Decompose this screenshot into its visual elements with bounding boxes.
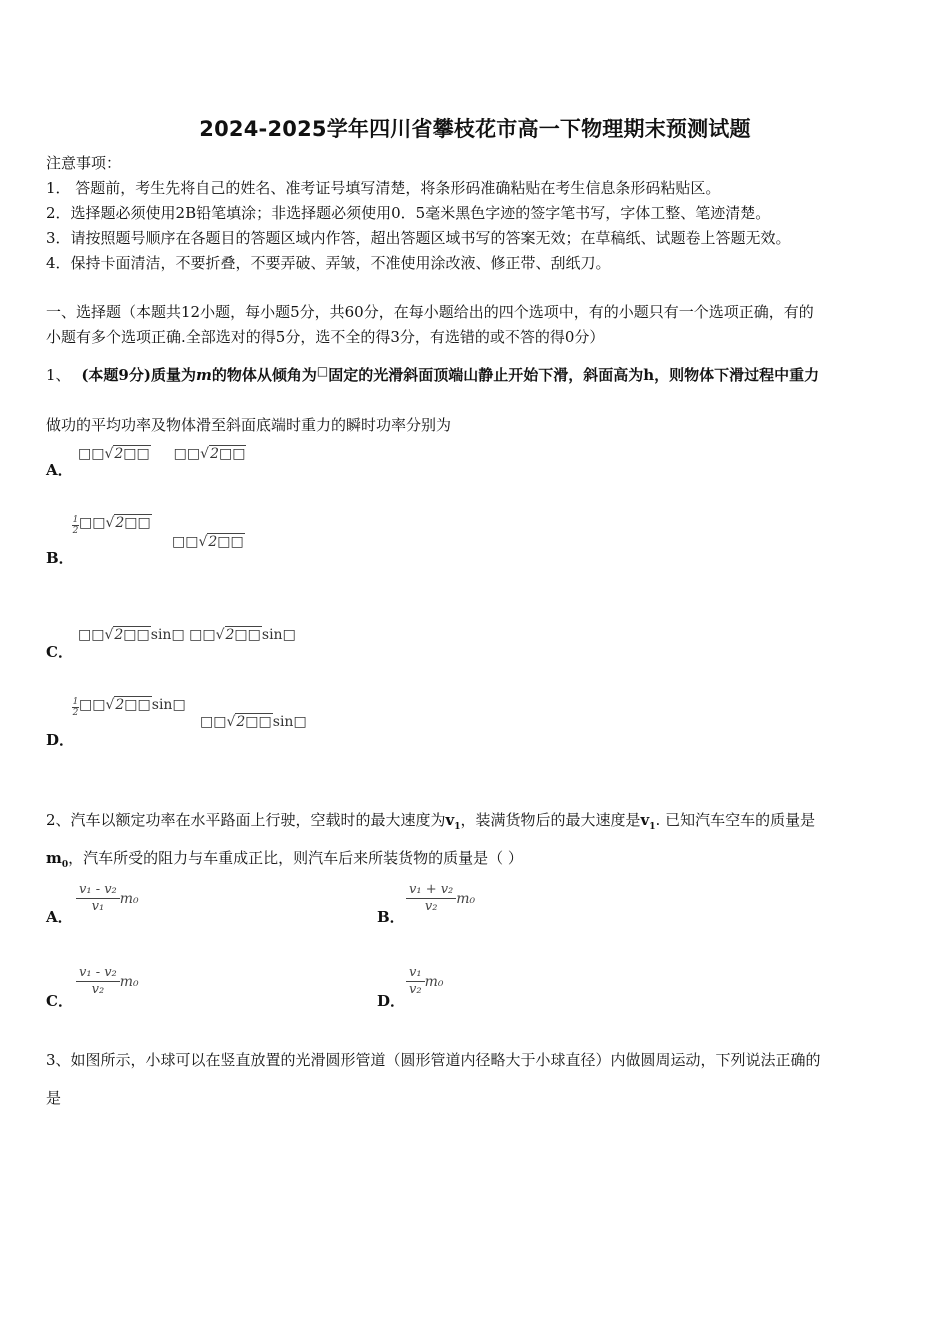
q2-b-tail: m₀ — [456, 891, 476, 907]
q1-option-a-label: A． — [46, 461, 73, 479]
q1-text-a: 质量为 — [150, 366, 196, 384]
q1-option-b-expr1 — [72, 515, 152, 536]
q1-b-rad2: 2□□ — [208, 534, 244, 550]
q1-d-sin1: sin□ — [151, 697, 186, 713]
q2-text-line2: ，汽车所受的阻力与车重成正比，则汽车后来所装货物的质量是（ ） — [68, 849, 523, 867]
q2-a-fraction — [76, 882, 120, 915]
q2-c-tail: m₀ — [119, 974, 139, 990]
q1-theta-box: □ — [316, 364, 329, 378]
q2-v2-sub: 1 — [649, 822, 656, 832]
section1-line2: 小题有多个选项正确.全部选对的得5分，选不全的得3分，有选错的或不答的得0分） — [46, 328, 605, 346]
notice-item-3: 3．请按照题号顺序在各题目的答题区域内作答，超出答题区域书写的答案无效；在草稿纸、试题卷上答题无效。 — [46, 229, 791, 247]
q2-c-fraction — [76, 965, 120, 998]
q1-b-half: $\frac{1}{2}$ — [72, 515, 79, 536]
notice-item-4: 4．保持卡面清洁，不要折叠，不要弄破、弄皱，不准使用涂改液、修正带、刮纸刀。 — [46, 254, 611, 272]
q1-d-sqrt1: √2□□ — [105, 697, 151, 713]
q2-line2 — [46, 847, 523, 870]
q2-v2: v — [640, 811, 650, 829]
q1-d-rad1: 2□□ — [115, 697, 151, 713]
q1-number: 1、 — [46, 366, 71, 384]
q1-c-rad2: 2□□ — [225, 627, 261, 643]
q1-line2: 做功的平均功率及物体滑至斜面底端时重力的瞬时功率分别为 — [46, 416, 452, 434]
q2-d-num: v₁ — [409, 965, 422, 980]
q2-v1: v — [445, 811, 455, 829]
q2-option-a-expr — [76, 882, 139, 915]
q2-b-num: v₁ + v₂ — [409, 882, 454, 897]
notice-heading: 注意事项： — [46, 154, 122, 172]
q1-c-sqrt1: √2□□ — [104, 627, 150, 643]
q1-option-c-expr — [78, 627, 296, 643]
q1-a-rad1: 2□□ — [114, 446, 150, 462]
q2-option-c-expr — [76, 965, 139, 998]
q2-option-b-label: B． — [377, 908, 405, 926]
q1-b-sqrt1: √2□□ — [105, 515, 151, 531]
q1-d-expr1: □□ — [79, 697, 106, 713]
q1-option-b-label: B． — [46, 549, 74, 567]
q1-c-sin1: sin□ — [150, 627, 185, 643]
q2-a-num: v₁ - v₂ — [79, 882, 117, 897]
q2-line1 — [46, 809, 815, 832]
q1-a-expr1: □□ — [78, 446, 105, 462]
q1-option-b-expr2 — [172, 534, 245, 550]
q1-text-c: 固定的光滑斜面顶端山静止开始下滑，斜面高为h，则物体下滑过程中重力 — [328, 366, 820, 384]
page-title: 2024-2025学年四川省攀枝花市高一下物理期末预测试题 — [199, 117, 751, 141]
q1-b-expr1: □□ — [79, 515, 106, 531]
q2-text-a: 2、汽车以额定功率在水平路面上行驶，空载时的最大速度为 — [46, 811, 446, 829]
q2-option-b-expr — [406, 882, 475, 915]
q2-text-b: ，装满货物后的最大速度是 — [460, 811, 641, 829]
notice-item-2: 2．选择题必须使用2B铅笔填涂；非选择题必须使用0．5毫米黑色字迹的签字笔书写，字体工整、笔迹清楚。 — [46, 204, 771, 222]
q1-c-expr1: □□ — [78, 627, 105, 643]
q2-text-c: . 已知汽车空车的质量是 — [655, 811, 816, 829]
q1-option-c-label: C． — [46, 643, 73, 661]
q1-option-d-label: D． — [46, 731, 75, 749]
q2-b-den: v₂ — [424, 899, 438, 914]
q1-option-d-expr1 — [72, 697, 186, 718]
q1-b-sqrt2: √2□□ — [198, 534, 244, 550]
q1-b-rad1: 2□□ — [115, 515, 151, 531]
q1-a-expr2: □□ — [173, 446, 201, 462]
q1-a-sqrt2: √2□□ — [200, 446, 246, 462]
q2-m0: m — [46, 849, 62, 867]
q2-option-d-label: D． — [377, 992, 406, 1010]
q2-c-den: v₂ — [91, 982, 105, 997]
q2-d-fraction — [406, 965, 425, 998]
q2-a-den: v₁ — [91, 899, 105, 914]
q3-line1: 3、如图所示，小球可以在竖直放置的光滑圆形管道（圆形管道内径略大于小球直径）内做圆周运动，下列说法正确的 — [46, 1051, 821, 1069]
section1-line1: 一、选择题（本题共12小题，每小题5分，共60分，在每小题给出的四个选项中，有的小题只有一个选项正确，有的 — [46, 303, 814, 321]
q1-c-sqrt2: √2□□ — [215, 627, 261, 643]
q2-a-tail: m₀ — [119, 891, 139, 907]
q2-d-tail: m₀ — [424, 974, 444, 990]
q1-mass-symbol: m — [195, 366, 212, 384]
q2-option-a-label: A． — [46, 908, 73, 926]
q2-d-den: v₂ — [409, 982, 422, 997]
q1-option-a-expr — [78, 446, 246, 462]
q1-d-sqrt2: √2□□ — [226, 714, 272, 730]
q1-d-expr2: □□ — [200, 714, 227, 730]
q1-c-expr2: □□ — [189, 627, 216, 643]
q2-v1-sub: 1 — [454, 822, 461, 832]
q1-option-d-expr2 — [200, 714, 307, 730]
q1-c-sin2: sin□ — [261, 627, 296, 643]
q1-d-sin2: sin□ — [272, 714, 307, 730]
q1-c-rad1: 2□□ — [114, 627, 150, 643]
q1-a-rad2: 2□□ — [210, 446, 246, 462]
q1-b-expr2: □□ — [172, 534, 199, 550]
notice-item-1: 1． 答题前，考生先将自己的姓名、准考证号填写清楚，将条形码准确粘贴在考生信息条形码粘贴区。 — [46, 179, 721, 197]
q1-line1 — [46, 364, 819, 385]
q1-d-rad2: 2□□ — [236, 714, 272, 730]
q3-line2: 是 — [46, 1089, 62, 1107]
q2-c-num: v₁ - v₂ — [79, 965, 117, 980]
q2-option-d-expr — [406, 965, 443, 998]
q1-points: (本题9分) — [81, 366, 151, 384]
q1-d-half: $\frac{1}{2}$ — [72, 697, 79, 718]
q2-b-fraction — [406, 882, 456, 915]
q1-text-b: 的物体从倾角为 — [211, 366, 317, 384]
q2-m0-sub: 0 — [61, 860, 69, 870]
q2-option-c-label: C． — [46, 992, 73, 1010]
q1-a-sqrt1: √2□□ — [104, 446, 150, 462]
